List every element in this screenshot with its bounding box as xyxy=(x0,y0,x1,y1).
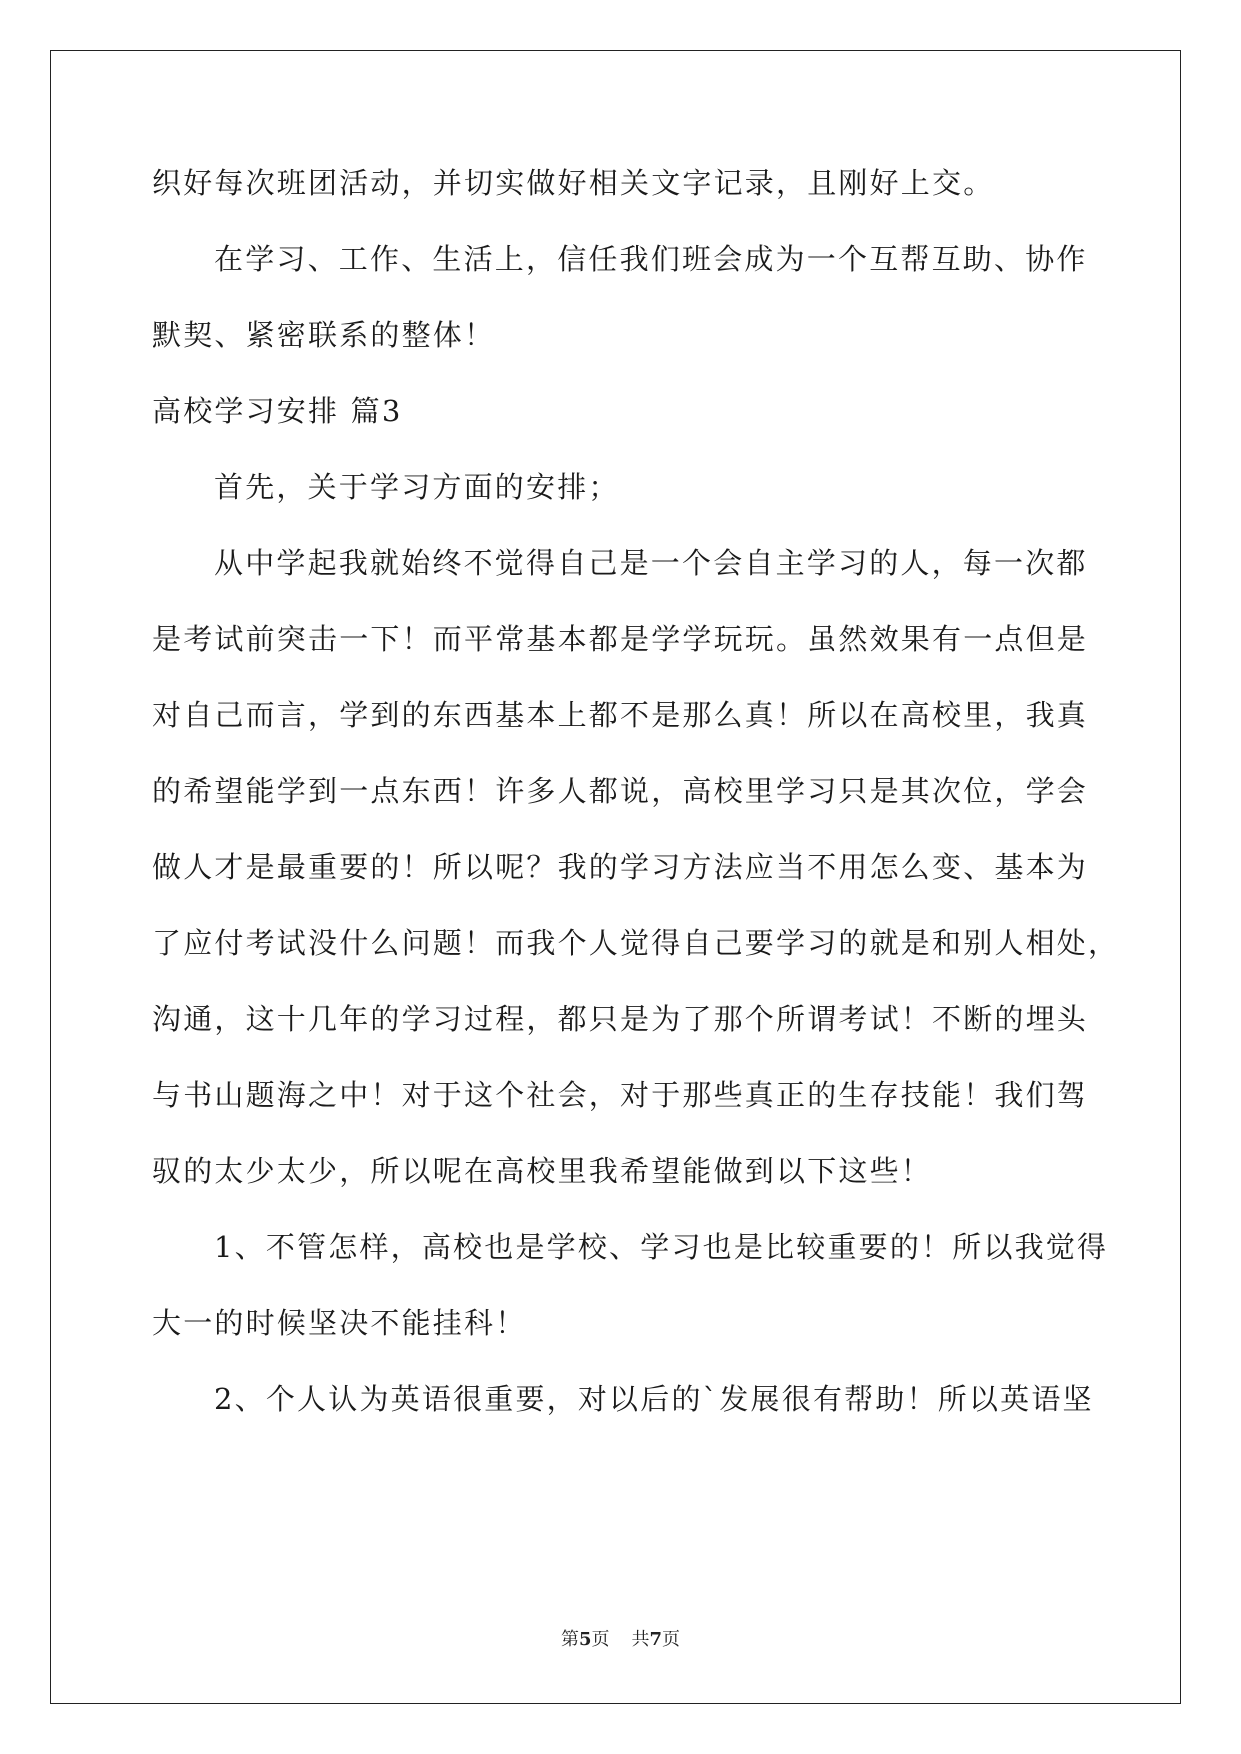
paragraph-line: 做人才是最重要的！所以呢？我的学习方法应当不用怎么变、基本为 xyxy=(152,850,1089,884)
paragraph-line: 1、不管怎样，高校也是学校、学习也是比较重要的！所以我觉得 xyxy=(214,1230,1109,1264)
paragraph-line: 了应付考试没什么问题！而我个人觉得自己要学习的就是和别人相处， xyxy=(152,926,1120,960)
page-footer xyxy=(0,1628,1241,1652)
section-heading: 高校学习安排 篇3 xyxy=(152,394,403,428)
paragraph-line: 默契、紧密联系的整体！ xyxy=(152,318,496,352)
paragraph-line: 织好每次班团活动，并切实做好相关文字记录，且刚好上交。 xyxy=(152,166,995,200)
paragraph-line: 沟通，这十几年的学习过程，都只是为了那个所谓考试！不断的埋头 xyxy=(152,1002,1089,1036)
footer-total-prefix: 共 xyxy=(631,1629,650,1650)
document-body xyxy=(152,162,1120,1421)
paragraph-line: 驭的太少太少，所以呢在高校里我希望能做到以下这些！ xyxy=(152,1154,933,1188)
paragraph-line: 的希望能学到一点东西！许多人都说，高校里学习只是其次位，学会 xyxy=(152,774,1089,808)
paragraph-line: 2、个人认为英语很重要，对以后的`发展很有帮助！所以英语坚 xyxy=(214,1382,1094,1416)
footer-page-prefix: 第 xyxy=(560,1629,579,1650)
paragraph-line: 从中学起我就始终不觉得自己是一个会自主学习的人，每一次都 xyxy=(214,546,1088,580)
paragraph-line: 在学习、工作、生活上，信任我们班会成为一个互帮互助、协作 xyxy=(214,242,1088,276)
footer-page-current: 5 xyxy=(578,1629,592,1650)
paragraph-line: 首先，关于学习方面的安排； xyxy=(214,470,620,504)
paragraph-line: 与书山题海之中！对于这个社会，对于那些真正的生存技能！我们驾 xyxy=(152,1078,1089,1112)
paragraph-line: 是考试前突击一下！而平常基本都是学学玩玩。虽然效果有一点但是 xyxy=(152,622,1089,656)
footer-page-suffix: 页 xyxy=(591,1629,610,1650)
footer-page-total: 7 xyxy=(649,1629,663,1650)
paragraph-line: 对自己而言，学到的东西基本上都不是那么真！所以在高校里，我真 xyxy=(152,698,1089,732)
paragraph-line: 大一的时候坚决不能挂科！ xyxy=(152,1306,527,1340)
footer-total-suffix: 页 xyxy=(662,1629,681,1650)
